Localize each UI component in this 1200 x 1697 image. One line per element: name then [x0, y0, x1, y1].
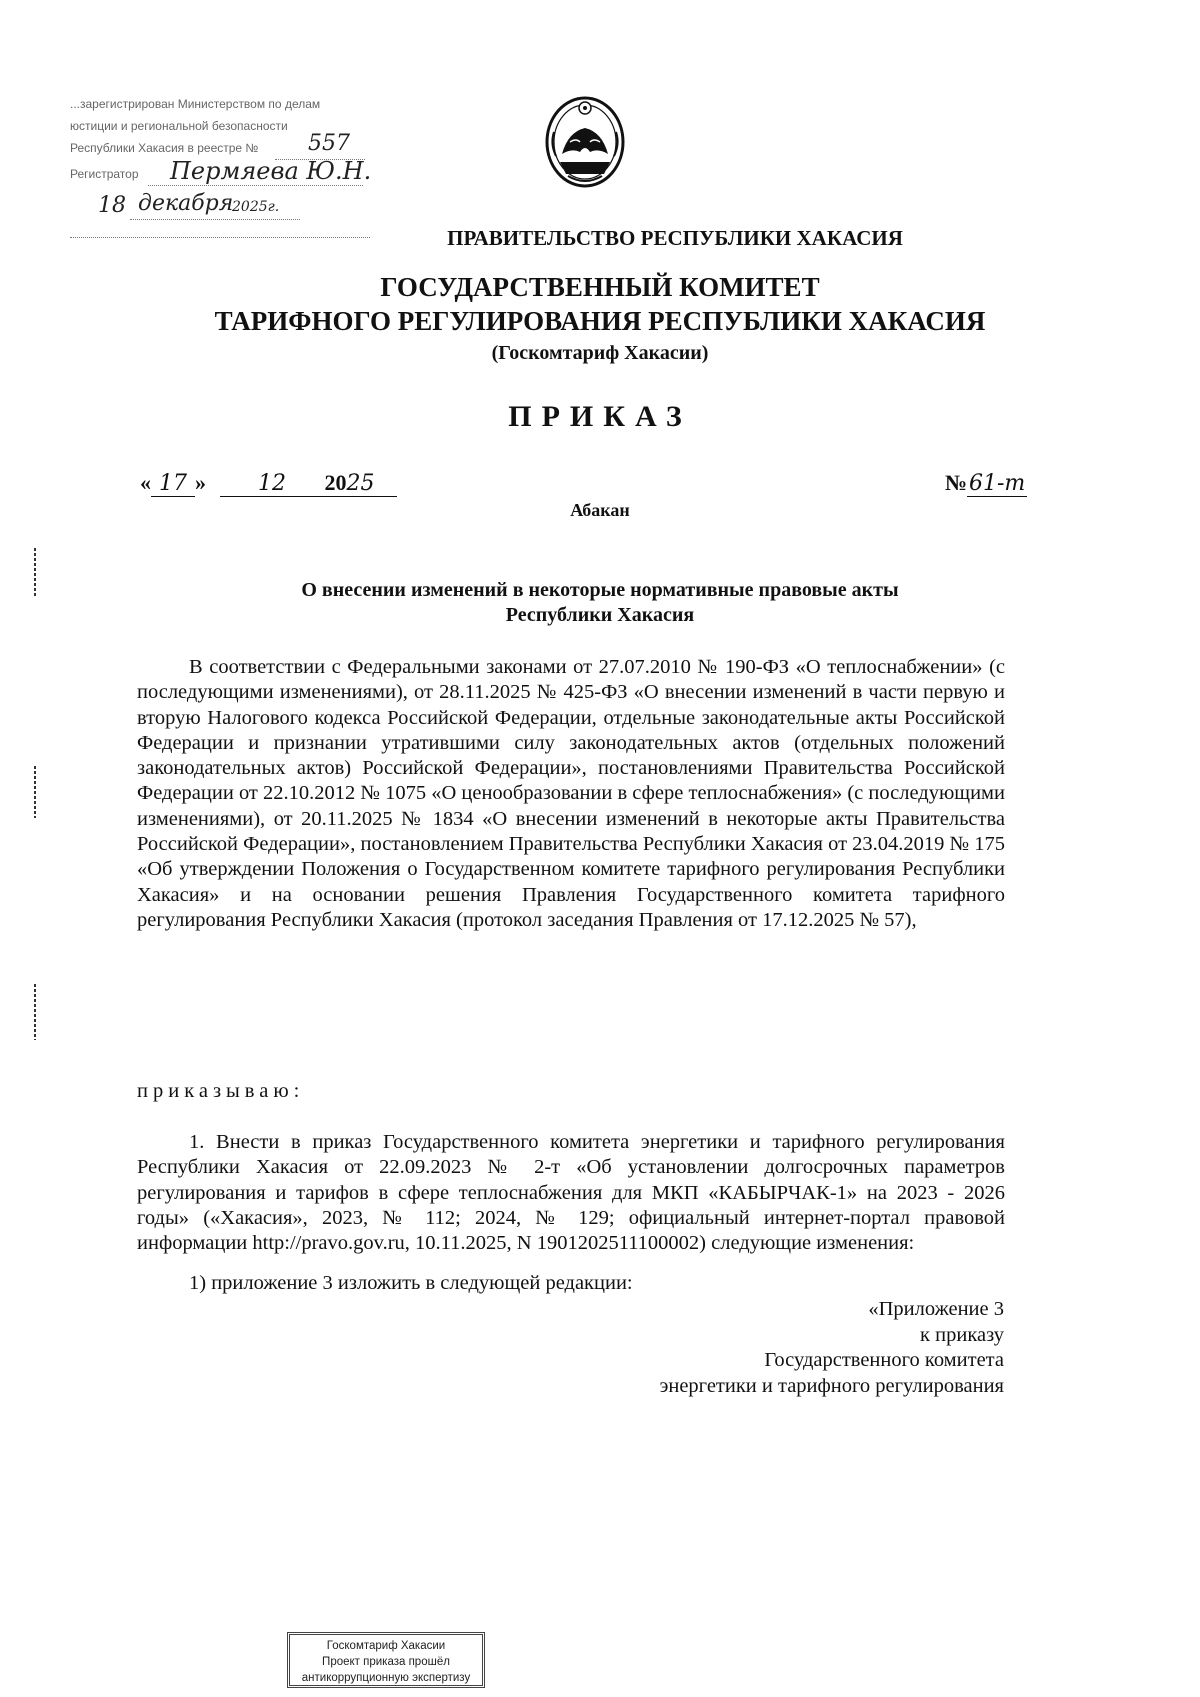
committee-short-name: (Госкомтариф Хакасии): [491, 342, 709, 364]
date-year-suffix: 25: [347, 471, 397, 497]
registration-number: 557: [308, 131, 350, 156]
document-date: [140, 470, 397, 497]
scan-artifact: [34, 548, 36, 598]
coat-of-arms-icon: [540, 92, 630, 192]
annex-line: к приказу: [920, 1323, 1004, 1346]
date-day: 17: [151, 471, 195, 497]
anti-corruption-stamp: [287, 1632, 485, 1688]
committee-title: [0, 270, 1200, 338]
registrar-signature: Пермяева Ю.Н.: [170, 157, 372, 185]
registration-date-year: 2025г.: [232, 199, 280, 215]
scan-artifact: [34, 984, 36, 1040]
date-open-quote: «: [140, 470, 151, 495]
committee-title-line: ГОСУДАРСТВЕННЫЙ КОМИТЕТ: [380, 272, 820, 302]
preamble-paragraph: В соответствии с Федеральными законами от 27.07.2010 № 190-ФЗ «О теплоснабжении» (с последующими изменениями), от 28.11.2025 № 425-ФЗ «О внесении изменений в части первую и вторую Налогового кодекса Российской Федерации, отдельные законодательные акты Российской Федерации и признании утратившими силу законодательных актов (отдельных положений законодательных актов) Российской Федерации», постановлениями Правительства Российской Федерации от 22.10.2012 № 1075 «О ценообразовании в сфере теплоснабжения» (с последующими изменениями), от 20.11.2025 № 1834 «О внесении изменений в некоторые акты Правительства Российской Федерации», постановлением Правительства Республики Хакасия от 23.04.2019 № 175 «Об утверждении Положения о Государственном комитете тарифного регулирования Республики Хакасия» и на основании решения Правления Государственного комитета тарифного регулирования Республики Хакасия (протокол заседания Правления от 17.12.2025 № 57),: [137, 656, 1005, 931]
stamp-line: Проект приказа прошёл: [322, 1656, 450, 1668]
date-close-quote: »: [195, 470, 206, 495]
committee-title-line: ТАРИФНОГО РЕГУЛИРОВАНИЯ РЕСПУБЛИКИ ХАКАСИЯ: [214, 306, 986, 336]
date-month: 12: [220, 471, 325, 497]
registration-date-month: декабря: [138, 191, 234, 216]
date-year-prefix: 20: [324, 470, 347, 495]
registration-stamp-line: юстиции и региональной безопасности: [70, 119, 288, 133]
stamp-line: антикоррупционную экспертизу: [301, 1672, 471, 1684]
registration-stamp-line: Республики Хакасия в реестре №: [70, 141, 259, 155]
government-title: ПРАВИТЕЛЬСТВО РЕСПУБЛИКИ ХАКАСИЯ: [447, 226, 903, 250]
subject-line: О внесении изменений в некоторые нормативные правовые акты: [301, 579, 899, 601]
stamp-line: Госкомтариф Хакасии: [326, 1640, 446, 1652]
registration-rule: [130, 219, 300, 220]
number-value: 61-т: [968, 471, 1026, 496]
order-word: приказываю:: [137, 1080, 305, 1102]
registration-rule: [148, 185, 363, 186]
annex-line: «Приложение 3: [868, 1298, 1004, 1320]
subject-line: Республики Хакасия: [505, 604, 695, 626]
document-type: ПРИКАЗ: [508, 400, 692, 433]
number-label: №: [945, 470, 968, 495]
registration-stamp-line: Регистратор: [70, 167, 139, 181]
scan-artifact: [34, 766, 36, 818]
registration-stamp-line: ...зарегистрирован Министерством по делам: [70, 97, 321, 111]
subpoint-1: 1) приложение 3 изложить в следующей редакции:: [189, 1272, 633, 1294]
annex-line: Государственного комитета: [764, 1349, 1004, 1371]
point-1-paragraph: 1. Внести в приказ Государственного комитета энергетики и тарифного регулирования Республики Хакасия от 22.09.2023 № 2-т «Об установлении долгосрочных параметров регулирования и тарифов в сфере теплоснабжения для МКП «КАБЫРЧАК-1» на 2023 - 2026 годы» («Хакасия», 2023, № 112; 2024, № 129; официальный интернет-портал правовой информации http://pravo.gov.ru, 10.11.2025, N 1901202511100002) следующие изменения:: [137, 1131, 1005, 1255]
document-city: Абакан: [570, 500, 630, 520]
annex-line: энергетики и тарифного регулирования: [659, 1374, 1004, 1397]
annex-heading: [660, 1297, 1004, 1399]
document-number: [945, 470, 1027, 497]
document-subject: [170, 578, 1030, 628]
registration-date-day: 18: [98, 193, 126, 218]
